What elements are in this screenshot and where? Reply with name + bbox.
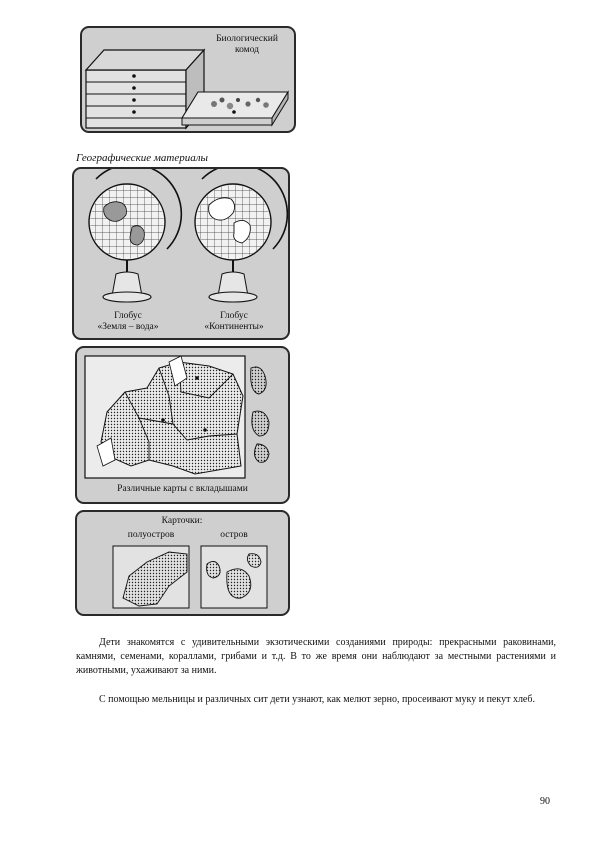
maps-illustration	[75, 346, 290, 504]
globe-left-label-line1: Глобус	[114, 311, 142, 321]
page-number: 90	[540, 796, 550, 807]
globe-right-label-line1: Глобус	[220, 311, 248, 321]
cards-drawing	[77, 512, 288, 614]
globe-right-label-line2: «Континенты»	[204, 322, 264, 332]
paragraph-exotic-nature: Дети знакомятся с удивительными экзотическими созданиями природы: прекрасными раковинами, камнями, семенами, кораллами, грибами и т.д. В то же время они наблюдают за местными растениями и животными, ухаживают за ними.	[76, 637, 556, 677]
cards-island-label: остров	[220, 530, 248, 540]
section-caption: Географические материалы	[76, 152, 209, 164]
globe-left-label-line2: «Земля – вода»	[97, 322, 159, 332]
europe-map-drawing	[77, 348, 288, 502]
cards-peninsula-label: полуостров	[127, 530, 175, 540]
globe-continents	[195, 169, 287, 302]
maps-caption: Различные карты с вкладышами	[117, 484, 248, 494]
cabinet-label-line1: Биологический	[216, 34, 278, 44]
cabinet-label-line2: комод	[234, 45, 260, 55]
cards-illustration	[75, 510, 290, 616]
bio-cabinet-illustration	[80, 26, 296, 133]
globes-illustration	[72, 167, 290, 340]
paragraph-mill: С помощью мельницы и различных сит дети узнают, как мелют зерно, просеивают муку и пекут хлеб.	[99, 694, 535, 705]
globe-land-water	[89, 169, 181, 302]
cards-title: Карточки:	[161, 516, 203, 526]
